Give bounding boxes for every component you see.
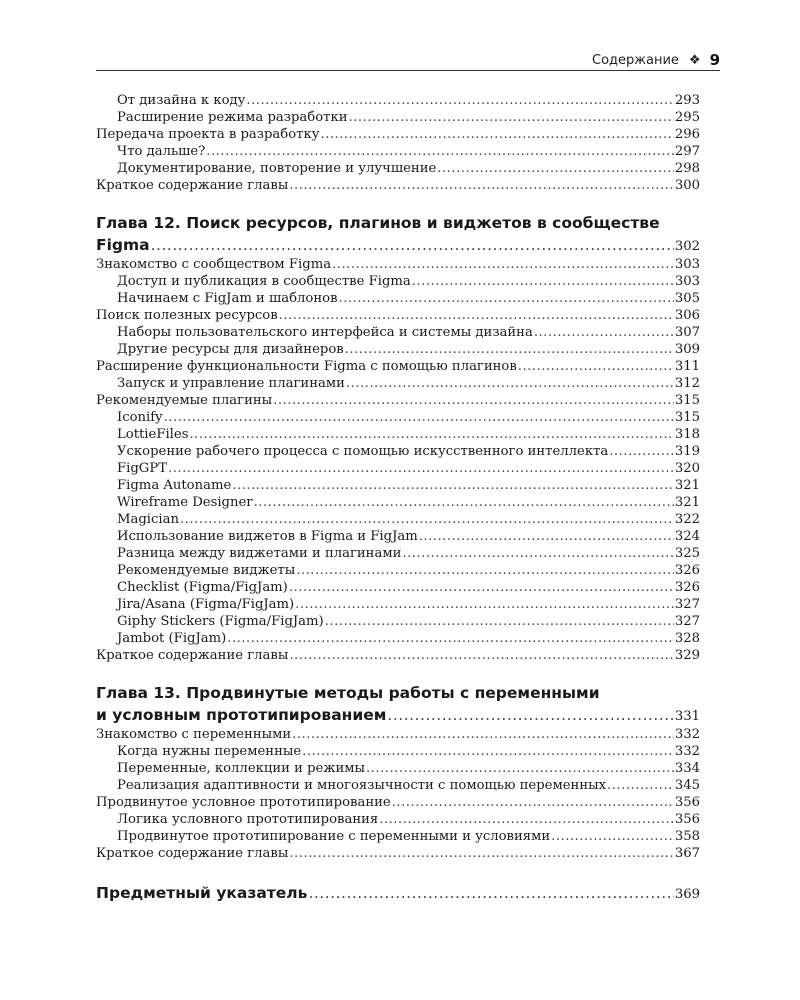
toc-entry[interactable] [96,143,700,160]
header-rule [96,70,720,71]
toc-entry-title: Знакомство с переменными [96,727,292,742]
toc-entry-title: Magician [117,512,179,527]
toc-entry[interactable] [96,794,700,811]
toc-entry-page: 326 [674,580,700,595]
dot-leader [607,777,674,794]
toc-entry-title: Jira/Asana (Figma/FigJam) [117,597,295,612]
toc-entry-page: 309 [674,342,700,357]
toc-entry-page: 303 [674,257,700,272]
chapter-13-page: 331 [674,709,700,724]
toc-entry-page: 320 [674,461,700,476]
chapter-13-title-line2[interactable] [96,704,700,726]
dot-leader [392,794,674,811]
index-entry[interactable] [96,882,700,904]
toc-entry[interactable] [96,443,700,460]
intro-section [96,92,700,194]
chapter-13-entries [96,726,700,862]
toc-entry-page: 356 [674,812,700,827]
dot-leader [412,273,674,290]
dot-leader [189,426,673,443]
toc-entry-page: 345 [674,778,700,793]
toc-entry-title: Начинаем с FigJam и шаблонов [117,291,338,306]
index-entry-page: 369 [674,887,700,902]
dot-leader [551,828,674,845]
toc-entry-title: Figma Autoname [117,478,232,493]
chapter-12-title-line2[interactable] [96,234,700,256]
toc-entry-page: 334 [674,761,700,776]
dot-leader [232,477,674,494]
dot-leader [339,290,674,307]
toc-entry-page: 297 [674,144,700,159]
toc-entry[interactable] [96,511,700,528]
toc-entry-title: Jambot (FigJam) [117,631,227,646]
toc-entry[interactable] [96,726,700,743]
toc-entry[interactable] [96,177,700,194]
toc-entry-title: Переменные, коллекции и режимы [117,761,366,776]
chapter-12 [96,212,700,664]
dot-leader [151,234,674,256]
dot-leader [164,409,674,426]
toc-entry-page: 328 [674,631,700,646]
toc-entry[interactable] [96,358,700,375]
chapter-13-title-text: и условным прототипированием [96,706,387,724]
toc-entry[interactable] [96,126,700,143]
dot-leader [345,341,674,358]
toc-entry-title: FigGPT [117,461,168,476]
toc-entry[interactable] [96,341,700,358]
toc-entry[interactable] [96,477,700,494]
toc-entry-title: Реализация адаптивности и многоязычности с помощью переменных [117,778,607,793]
dot-leader [534,324,674,341]
toc-entry[interactable] [96,811,700,828]
dot-leader [289,579,674,596]
toc-entry-page: 367 [674,846,700,861]
toc-entry[interactable] [96,630,700,647]
toc-entry-page: 303 [674,274,700,289]
toc-entry[interactable] [96,375,700,392]
toc-entry-page: 305 [674,291,700,306]
page-number: 9 [709,51,720,69]
toc-entry-page: 293 [674,93,700,108]
toc-entry-page: 311 [674,359,700,374]
dot-leader [254,494,674,511]
toc-entry-page: 319 [674,444,700,459]
toc-entry-title: Продвинутое условное прототипирование [96,795,391,810]
toc-entry[interactable] [96,290,700,307]
toc-entry-page: 322 [674,512,700,527]
toc-entry-page: 324 [674,529,700,544]
dot-leader [289,845,674,862]
toc-entry[interactable] [96,613,700,630]
toc-entry-title: Краткое содержание главы [96,178,289,193]
dot-leader [419,528,674,545]
toc-entry-title: Доступ и публикация в сообществе Figma [117,274,411,289]
dot-leader [366,760,674,777]
dot-leader [325,613,674,630]
toc-entry-page: 321 [674,495,700,510]
dot-leader [227,630,674,647]
toc-entry[interactable] [96,324,700,341]
index-entry-title: Предметный указатель [96,884,308,902]
dot-leader [246,92,673,109]
toc-entry-page: 318 [674,427,700,442]
chapter-12-entries [96,256,700,664]
chapter-12-title-text: Figma [96,236,150,254]
toc-entry[interactable] [96,845,700,862]
toc-entry-page: 358 [674,829,700,844]
toc-entry[interactable] [96,596,700,613]
dot-leader [308,882,673,904]
toc-entry-title: Использование виджетов в Figma и FigJam [117,529,418,544]
toc-entry[interactable] [96,545,700,562]
toc-entry[interactable] [96,777,700,794]
toc-entry-page: 332 [674,727,700,742]
toc-entry[interactable] [96,562,700,579]
toc-entry-title: Ускорение рабочего процесса с помощью искусственного интеллекта [117,444,609,459]
toc-entry-title: Краткое содержание главы [96,648,289,663]
toc-entry-title: Iconify [117,410,163,425]
dot-leader [387,704,673,726]
toc-entry-title: Наборы пользовательского интерфейса и системы дизайна [117,325,533,340]
chapter-13-title-line1: Глава 13. Продвинутые методы работы с переменными [96,684,600,702]
toc-entry[interactable] [96,494,700,511]
toc-entry[interactable] [96,392,700,409]
toc-entry-page: 300 [674,178,700,193]
dot-leader [609,443,674,460]
dot-leader [379,811,674,828]
chapter-12-page: 302 [674,239,700,254]
toc-entry[interactable] [96,760,700,777]
toc-entry-page: 332 [674,744,700,759]
running-title: Содержание [592,52,679,68]
toc-entry-title: Wireframe Designer [117,495,253,510]
dot-leader [292,726,674,743]
toc-entry-page: 327 [674,614,700,629]
toc-entry-page: 315 [674,410,700,425]
dot-leader [296,562,674,579]
toc-entry-title: Что дальше? [117,144,206,159]
toc-entry[interactable] [96,647,700,664]
toc-entry-title: Продвинутое прототипирование с переменными и условиями [117,829,551,844]
toc-entry-page: 298 [674,161,700,176]
dot-leader [206,143,674,160]
toc-entry-page: 329 [674,648,700,663]
toc-entry-page: 356 [674,795,700,810]
dot-leader [279,307,674,324]
toc-entry-page: 312 [674,376,700,391]
toc-entry-page: 315 [674,393,700,408]
toc-entry-title: Запуск и управление плагинами [117,376,345,391]
toc-entry-title: Разница между виджетами и плагинами [117,546,402,561]
toc-entry-title: Giphy Stickers (Figma/FigJam) [117,614,324,629]
toc-entry[interactable] [96,743,700,760]
toc-entry-page: 296 [674,127,700,142]
toc-entry-title: Документирование, повторение и улучшение [117,161,437,176]
toc-entry-title: Checklist (Figma/FigJam) [117,580,288,595]
toc-entry-title: Рекомендуемые плагины [96,393,273,408]
toc-entry[interactable] [96,579,700,596]
toc-entry[interactable] [96,828,700,845]
toc-entry-page: 306 [674,308,700,323]
dot-leader [289,177,674,194]
toc-entry[interactable] [96,307,700,324]
toc-entry[interactable] [96,160,700,177]
running-header [96,50,720,70]
toc-entry-page: 295 [674,110,700,125]
toc-entry[interactable] [96,528,700,545]
toc-entry-page: 307 [674,325,700,340]
ornament-icon: ❖ [688,52,701,68]
dot-leader [168,460,674,477]
dot-leader [346,375,674,392]
dot-leader [437,160,674,177]
toc-entry-title: Передача проекта в разработку [96,127,320,142]
toc-entry-title: Расширение функциональности Figma с помощью плагинов [96,359,517,374]
toc-entry[interactable] [96,92,700,109]
toc-entry-title: Знакомство с сообществом Figma [96,257,332,272]
dot-leader [348,109,673,126]
toc-entry-page: 326 [674,563,700,578]
chapter-13 [96,682,700,862]
toc-entry-title: Логика условного прототипирования [117,812,379,827]
chapter-12-title-line1: Глава 12. Поиск ресурсов, плагинов и виджетов в сообществе [96,214,660,232]
dot-leader [518,358,674,375]
dot-leader [180,511,674,528]
toc-entry-title: Когда нужны переменные [117,744,302,759]
index-section [96,882,700,904]
dot-leader [273,392,674,409]
toc-entry-title: Поиск полезных ресурсов [96,308,278,323]
table-of-contents [96,92,700,904]
dot-leader [402,545,673,562]
toc-entry-page: 325 [674,546,700,561]
toc-entry[interactable] [96,273,700,290]
toc-entry-page: 327 [674,597,700,612]
dot-leader [332,256,674,273]
dot-leader [320,126,673,143]
dot-leader [295,596,674,613]
toc-entry-page: 321 [674,478,700,493]
dot-leader [289,647,674,664]
toc-entry-title: LottieFiles [117,427,189,442]
toc-entry[interactable] [96,109,700,126]
toc-entry[interactable] [96,426,700,443]
toc-entry[interactable] [96,460,700,477]
toc-entry-title: От дизайна к коду [117,93,246,108]
toc-entry[interactable] [96,256,700,273]
toc-entry[interactable] [96,409,700,426]
toc-entry-title: Краткое содержание главы [96,846,289,861]
toc-entry-title: Другие ресурсы для дизайнеров [117,342,344,357]
toc-entry-title: Рекомендуемые виджеты [117,563,296,578]
dot-leader [302,743,674,760]
toc-entry-title: Расширение режима разработки [117,110,348,125]
